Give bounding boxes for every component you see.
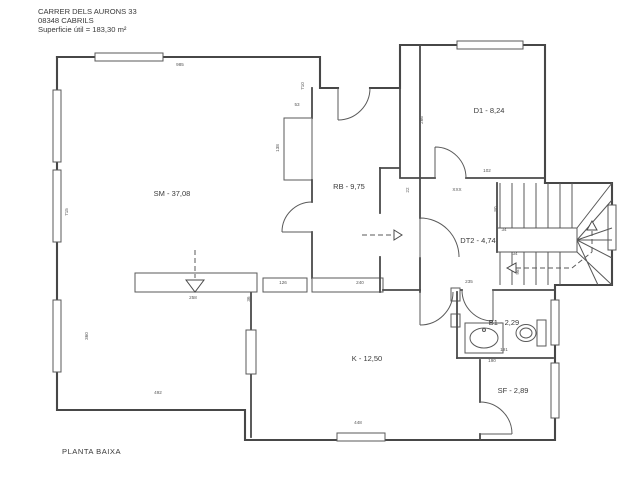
dim-102: 102 xyxy=(483,168,491,173)
opening-sm-k xyxy=(246,330,256,374)
dim-266: 266 xyxy=(419,116,424,124)
door-k xyxy=(420,292,453,325)
room-label-dt2: DT2 - 4,74 xyxy=(460,236,496,245)
dim-715: 715 xyxy=(64,208,69,216)
stair-treads-top xyxy=(500,183,572,228)
dim-34b: 34 xyxy=(512,251,518,256)
door-sf xyxy=(480,402,512,434)
window-lowerleft xyxy=(53,300,61,372)
wall-rb-k-right xyxy=(312,278,383,292)
dim-235: 235 xyxy=(465,279,473,284)
window-stair-right xyxy=(608,205,616,250)
window-sm-top xyxy=(95,53,163,61)
wall-top-right xyxy=(370,45,545,183)
dim-190: 190 xyxy=(488,358,496,363)
window-sf-right xyxy=(551,363,559,418)
dim-138: 138 xyxy=(275,144,280,152)
door-d1 xyxy=(435,147,466,178)
dim-360: 360 xyxy=(84,332,89,340)
entry-door xyxy=(338,88,370,120)
toilet-tank-icon xyxy=(537,320,546,346)
dim-34a: 34 xyxy=(501,227,507,232)
room-label-d1: D1 - 8,24 xyxy=(473,106,505,115)
room-label-k: K - 12,50 xyxy=(351,354,383,363)
door-sm-rb xyxy=(282,202,312,232)
rb-passage-arrow-icon xyxy=(394,230,402,240)
room-label-sm: SM - 37,08 xyxy=(153,189,191,198)
dim-36: 36 xyxy=(246,296,251,302)
dim-448: 448 xyxy=(354,420,362,425)
dim-191: 191 xyxy=(500,347,508,352)
doors xyxy=(282,88,512,434)
window-sm-left-upper xyxy=(53,90,61,162)
room-label-sf: SF - 2,89 xyxy=(497,386,529,395)
stair-landing xyxy=(497,228,577,252)
chimney-block xyxy=(284,118,312,180)
room-label-rb: RB - 9,75 xyxy=(333,182,365,191)
door-jamb-lower xyxy=(451,314,460,327)
door-b1 xyxy=(462,290,493,321)
door-dt2 xyxy=(420,218,459,257)
window-b1-right xyxy=(551,300,559,345)
wall-top-left xyxy=(57,57,338,88)
window-sm-left-lower xyxy=(53,170,61,242)
address-line: CARRER DELS AURONS 33 xyxy=(38,7,137,16)
dimension-labels xyxy=(64,62,520,425)
dim-985: 985 xyxy=(176,62,184,67)
dim-80: 80 xyxy=(493,206,498,212)
dim-240: 240 xyxy=(356,280,364,285)
dim-98: 98 xyxy=(515,269,520,275)
area-line: Superficie útil = 183,30 m² xyxy=(38,25,127,34)
exterior-walls xyxy=(57,45,612,440)
dim-53: 53 xyxy=(294,102,300,107)
city-line: 08348 CABRILS xyxy=(38,16,94,25)
stair-arrow-up-icon xyxy=(587,221,597,230)
dim-22: 22 xyxy=(405,187,410,193)
dim-492: 492 xyxy=(154,390,162,395)
dim-710: 710 xyxy=(300,82,305,90)
room-label-b1: B1 - 2,29 xyxy=(488,318,520,327)
wall-right-bottom-left xyxy=(57,57,612,440)
dim-258: 258 xyxy=(189,295,197,300)
stair-winders xyxy=(577,183,612,285)
window-k-bottom xyxy=(337,433,385,441)
window-d1-top xyxy=(457,41,523,49)
dim-xxx: XXX xyxy=(452,187,462,192)
dim-126: 126 xyxy=(279,280,287,285)
toilet-seat-icon xyxy=(520,328,532,338)
windows xyxy=(53,41,616,441)
plan-title: PLANTA BAIXA xyxy=(62,447,122,456)
faucet-icon xyxy=(483,329,486,332)
